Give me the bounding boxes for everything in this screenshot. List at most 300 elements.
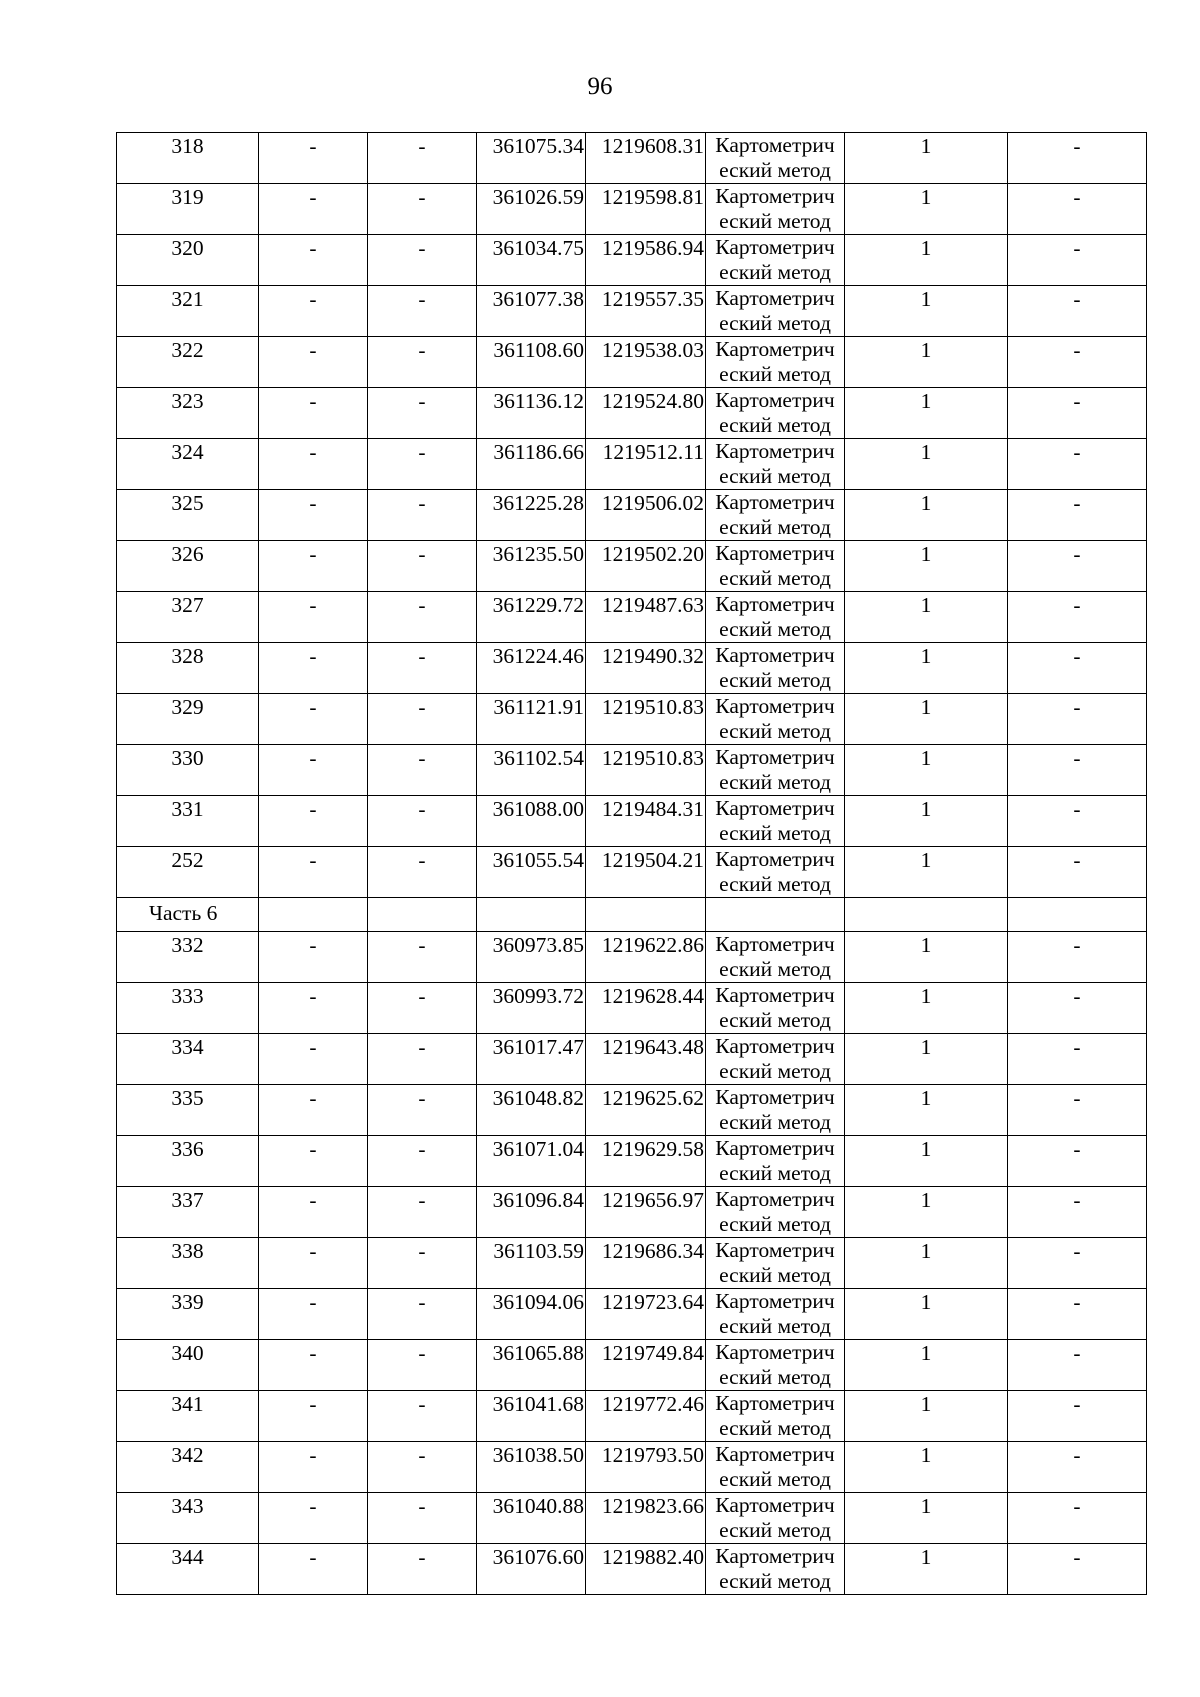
method-text-line1: Картометрич (715, 1544, 835, 1568)
method-text-line1: Картометрич (715, 1391, 835, 1415)
empty-value-cell: - (259, 1034, 368, 1085)
empty-value-cell: - (259, 643, 368, 694)
y-coordinate-cell: 1219628.44 (586, 983, 706, 1034)
empty-value-cell: - (368, 643, 477, 694)
x-coordinate-cell: 361077.38 (477, 286, 586, 337)
empty-value-cell: - (1008, 1085, 1147, 1136)
precision-cell: 1 (845, 1136, 1008, 1187)
x-coordinate-cell: 361136.12 (477, 388, 586, 439)
point-number-cell: 334 (117, 1034, 259, 1085)
point-number-cell: 340 (117, 1340, 259, 1391)
method-cell (706, 235, 845, 286)
point-number-cell: 321 (117, 286, 259, 337)
empty-value-cell: - (368, 796, 477, 847)
x-coordinate-cell: 361071.04 (477, 1136, 586, 1187)
table-row (117, 1340, 1147, 1391)
precision-cell: 1 (845, 745, 1008, 796)
table-row (117, 184, 1147, 235)
empty-value-cell: - (259, 1238, 368, 1289)
method-text-line1: Картометрич (715, 133, 835, 157)
empty-value-cell: - (368, 541, 477, 592)
empty-value-cell: - (368, 1544, 477, 1595)
table-row (117, 643, 1147, 694)
method-text-line1: Картометрич (715, 490, 835, 514)
method-text-line2: еский метод (719, 770, 831, 794)
precision-cell: 1 (845, 1544, 1008, 1595)
empty-value-cell: - (1008, 1289, 1147, 1340)
point-number-cell: 336 (117, 1136, 259, 1187)
method-text-line1: Картометрич (715, 796, 835, 820)
empty-value-cell: - (259, 1544, 368, 1595)
method-text-line2: еский метод (719, 1008, 831, 1032)
empty-value-cell: - (368, 745, 477, 796)
method-text-line1: Картометрич (715, 439, 835, 463)
y-coordinate-cell: 1219510.83 (586, 694, 706, 745)
empty-value-cell: - (259, 694, 368, 745)
precision-cell: 1 (845, 490, 1008, 541)
table-row (117, 1136, 1147, 1187)
point-number-cell: 252 (117, 847, 259, 898)
coordinates-table (116, 132, 1147, 1595)
method-text-line1: Картометрич (715, 694, 835, 718)
empty-value-cell: - (1008, 1187, 1147, 1238)
empty-value-cell: - (368, 133, 477, 184)
y-coordinate-cell: 1219487.63 (586, 592, 706, 643)
table-row (117, 388, 1147, 439)
point-number-cell: 344 (117, 1544, 259, 1595)
section-row (117, 898, 1147, 932)
method-text-line2: еский метод (719, 362, 831, 386)
method-text-line1: Картометрич (715, 1085, 835, 1109)
empty-value-cell: - (368, 388, 477, 439)
method-cell (706, 1034, 845, 1085)
x-coordinate-cell: 361017.47 (477, 1034, 586, 1085)
method-text-line2: еский метод (719, 1416, 831, 1440)
y-coordinate-cell: 1219823.66 (586, 1493, 706, 1544)
method-cell (706, 1340, 845, 1391)
table-row (117, 133, 1147, 184)
y-coordinate-cell: 1219723.64 (586, 1289, 706, 1340)
method-cell (706, 745, 845, 796)
empty-value-cell: - (368, 1442, 477, 1493)
method-cell (706, 1085, 845, 1136)
table-row (117, 1289, 1147, 1340)
method-cell (706, 133, 845, 184)
x-coordinate-cell: 361055.54 (477, 847, 586, 898)
precision-cell: 1 (845, 1085, 1008, 1136)
empty-value-cell: - (368, 694, 477, 745)
empty-value-cell: - (259, 1187, 368, 1238)
method-cell (706, 1136, 845, 1187)
empty-value-cell: - (1008, 1544, 1147, 1595)
method-text-line2: еский метод (719, 1263, 831, 1287)
method-text-line2: еский метод (719, 719, 831, 743)
empty-value-cell: - (1008, 847, 1147, 898)
method-text-line2: еский метод (719, 1467, 831, 1491)
empty-value-cell: - (1008, 983, 1147, 1034)
x-coordinate-cell: 361065.88 (477, 1340, 586, 1391)
x-coordinate-cell: 361186.66 (477, 439, 586, 490)
method-cell (706, 1544, 845, 1595)
precision-cell: 1 (845, 184, 1008, 235)
point-number-cell: 326 (117, 541, 259, 592)
method-cell (706, 592, 845, 643)
table-row (117, 235, 1147, 286)
method-cell (706, 1391, 845, 1442)
empty-value-cell: - (368, 1289, 477, 1340)
precision-cell: 1 (845, 1493, 1008, 1544)
empty-value-cell: - (368, 1187, 477, 1238)
empty-value-cell: - (1008, 1136, 1147, 1187)
y-coordinate-cell: 1219502.20 (586, 541, 706, 592)
empty-value-cell: - (259, 1289, 368, 1340)
empty-value-cell: - (1008, 235, 1147, 286)
precision-cell: 1 (845, 1340, 1008, 1391)
point-number-cell: 319 (117, 184, 259, 235)
y-coordinate-cell: 1219772.46 (586, 1391, 706, 1442)
method-cell (706, 286, 845, 337)
empty-value-cell: - (1008, 1493, 1147, 1544)
method-text-line1: Картометрич (715, 286, 835, 310)
method-text-line2: еский метод (719, 209, 831, 233)
empty-value-cell: - (1008, 932, 1147, 983)
y-coordinate-cell: 1219622.86 (586, 932, 706, 983)
method-text-line2: еский метод (719, 1212, 831, 1236)
point-number-cell: 325 (117, 490, 259, 541)
y-coordinate-cell: 1219557.35 (586, 286, 706, 337)
table-row (117, 1391, 1147, 1442)
method-cell (706, 643, 845, 694)
precision-cell: 1 (845, 388, 1008, 439)
precision-cell: 1 (845, 286, 1008, 337)
empty-value-cell: - (259, 745, 368, 796)
empty-value-cell: - (259, 184, 368, 235)
empty-value-cell: - (368, 337, 477, 388)
method-text-line2: еский метод (719, 957, 831, 981)
precision-cell: 1 (845, 235, 1008, 286)
point-number-cell: 337 (117, 1187, 259, 1238)
empty-cell (259, 898, 368, 932)
method-cell (706, 1238, 845, 1289)
y-coordinate-cell: 1219882.40 (586, 1544, 706, 1595)
table-body (117, 133, 1147, 1595)
method-cell (706, 388, 845, 439)
y-coordinate-cell: 1219506.02 (586, 490, 706, 541)
point-number-cell: 318 (117, 133, 259, 184)
method-text-line1: Картометрич (715, 1493, 835, 1517)
method-cell (706, 1493, 845, 1544)
x-coordinate-cell: 361235.50 (477, 541, 586, 592)
empty-value-cell: - (368, 1238, 477, 1289)
table-row (117, 439, 1147, 490)
precision-cell: 1 (845, 1034, 1008, 1085)
method-text-line2: еский метод (719, 617, 831, 641)
method-text-line1: Картометрич (715, 1187, 835, 1211)
point-number-cell: 341 (117, 1391, 259, 1442)
y-coordinate-cell: 1219538.03 (586, 337, 706, 388)
empty-value-cell: - (259, 1493, 368, 1544)
empty-value-cell: - (368, 184, 477, 235)
y-coordinate-cell: 1219524.80 (586, 388, 706, 439)
method-text-line2: еский метод (719, 1569, 831, 1593)
y-coordinate-cell: 1219656.97 (586, 1187, 706, 1238)
precision-cell: 1 (845, 694, 1008, 745)
y-coordinate-cell: 1219629.58 (586, 1136, 706, 1187)
method-text-line2: еский метод (719, 260, 831, 284)
table-row (117, 337, 1147, 388)
x-coordinate-cell: 361094.06 (477, 1289, 586, 1340)
empty-value-cell: - (1008, 184, 1147, 235)
empty-value-cell: - (259, 983, 368, 1034)
x-coordinate-cell: 360993.72 (477, 983, 586, 1034)
y-coordinate-cell: 1219512.11 (586, 439, 706, 490)
empty-value-cell: - (368, 439, 477, 490)
y-coordinate-cell: 1219625.62 (586, 1085, 706, 1136)
method-text-line1: Картометрич (715, 1340, 835, 1364)
method-text-line2: еский метод (719, 158, 831, 182)
y-coordinate-cell: 1219586.94 (586, 235, 706, 286)
empty-value-cell: - (368, 235, 477, 286)
method-cell (706, 1289, 845, 1340)
method-cell (706, 983, 845, 1034)
empty-value-cell: - (1008, 796, 1147, 847)
point-number-cell: 324 (117, 439, 259, 490)
empty-value-cell: - (1008, 1391, 1147, 1442)
method-cell (706, 1187, 845, 1238)
empty-value-cell: - (259, 1391, 368, 1442)
empty-value-cell: - (259, 932, 368, 983)
table-row (117, 592, 1147, 643)
method-cell (706, 184, 845, 235)
point-number-cell: 328 (117, 643, 259, 694)
table-row (117, 1238, 1147, 1289)
precision-cell: 1 (845, 643, 1008, 694)
empty-value-cell: - (1008, 1340, 1147, 1391)
method-text-line2: еский метод (719, 413, 831, 437)
empty-value-cell: - (259, 286, 368, 337)
x-coordinate-cell: 361103.59 (477, 1238, 586, 1289)
point-number-cell: 335 (117, 1085, 259, 1136)
method-text-line2: еский метод (719, 311, 831, 335)
x-coordinate-cell: 361048.82 (477, 1085, 586, 1136)
x-coordinate-cell: 361224.46 (477, 643, 586, 694)
y-coordinate-cell: 1219598.81 (586, 184, 706, 235)
precision-cell: 1 (845, 592, 1008, 643)
method-text-line2: еский метод (719, 872, 831, 896)
method-text-line2: еский метод (719, 515, 831, 539)
method-text-line1: Картометрич (715, 847, 835, 871)
precision-cell: 1 (845, 932, 1008, 983)
point-number-cell: 338 (117, 1238, 259, 1289)
y-coordinate-cell: 1219490.32 (586, 643, 706, 694)
point-number-cell: 339 (117, 1289, 259, 1340)
empty-value-cell: - (259, 1442, 368, 1493)
empty-value-cell: - (1008, 286, 1147, 337)
table-row (117, 541, 1147, 592)
method-cell (706, 541, 845, 592)
point-number-cell: 323 (117, 388, 259, 439)
empty-value-cell: - (1008, 1442, 1147, 1493)
table-row (117, 1085, 1147, 1136)
point-number-cell: 331 (117, 796, 259, 847)
empty-value-cell: - (259, 1340, 368, 1391)
precision-cell: 1 (845, 541, 1008, 592)
method-text-line1: Картометрич (715, 541, 835, 565)
method-text-line1: Картометрич (715, 337, 835, 361)
y-coordinate-cell: 1219643.48 (586, 1034, 706, 1085)
empty-cell (586, 898, 706, 932)
empty-value-cell: - (259, 337, 368, 388)
method-cell (706, 932, 845, 983)
x-coordinate-cell: 361096.84 (477, 1187, 586, 1238)
method-cell (706, 1442, 845, 1493)
x-coordinate-cell: 361108.60 (477, 337, 586, 388)
table-row (117, 286, 1147, 337)
x-coordinate-cell: 361026.59 (477, 184, 586, 235)
method-cell (706, 490, 845, 541)
x-coordinate-cell: 361121.91 (477, 694, 586, 745)
precision-cell: 1 (845, 1442, 1008, 1493)
x-coordinate-cell: 361102.54 (477, 745, 586, 796)
empty-value-cell: - (1008, 745, 1147, 796)
table-row (117, 1493, 1147, 1544)
method-text-line1: Картометрич (715, 1238, 835, 1262)
point-number-cell: 330 (117, 745, 259, 796)
method-text-line1: Картометрич (715, 745, 835, 769)
precision-cell: 1 (845, 439, 1008, 490)
table-row (117, 847, 1147, 898)
empty-cell (477, 898, 586, 932)
y-coordinate-cell: 1219608.31 (586, 133, 706, 184)
method-text-line1: Картометрич (715, 932, 835, 956)
method-text-line2: еский метод (719, 1161, 831, 1185)
table-row (117, 745, 1147, 796)
empty-cell (845, 898, 1008, 932)
method-cell (706, 694, 845, 745)
empty-value-cell: - (368, 490, 477, 541)
empty-value-cell: - (1008, 592, 1147, 643)
empty-value-cell: - (368, 1340, 477, 1391)
method-text-line1: Картометрич (715, 1136, 835, 1160)
method-cell (706, 847, 845, 898)
y-coordinate-cell: 1219504.21 (586, 847, 706, 898)
x-coordinate-cell: 361034.75 (477, 235, 586, 286)
empty-value-cell: - (368, 983, 477, 1034)
x-coordinate-cell: 361038.50 (477, 1442, 586, 1493)
x-coordinate-cell: 361040.88 (477, 1493, 586, 1544)
method-text-line2: еский метод (719, 821, 831, 845)
precision-cell: 1 (845, 1391, 1008, 1442)
empty-value-cell: - (259, 1085, 368, 1136)
empty-value-cell: - (1008, 439, 1147, 490)
table-row (117, 932, 1147, 983)
precision-cell: 1 (845, 983, 1008, 1034)
empty-value-cell: - (368, 1085, 477, 1136)
point-number-cell: 320 (117, 235, 259, 286)
table-row (117, 983, 1147, 1034)
empty-value-cell: - (368, 592, 477, 643)
x-coordinate-cell: 361088.00 (477, 796, 586, 847)
method-text-line2: еский метод (719, 668, 831, 692)
empty-value-cell: - (259, 1136, 368, 1187)
empty-value-cell: - (1008, 643, 1147, 694)
empty-cell (1008, 898, 1147, 932)
point-number-cell: 343 (117, 1493, 259, 1544)
table-row (117, 796, 1147, 847)
empty-value-cell: - (1008, 490, 1147, 541)
method-text-line2: еский метод (719, 464, 831, 488)
empty-value-cell: - (1008, 1034, 1147, 1085)
precision-cell: 1 (845, 847, 1008, 898)
method-text-line1: Картометрич (715, 388, 835, 412)
method-text-line1: Картометрич (715, 184, 835, 208)
point-number-cell: 322 (117, 337, 259, 388)
empty-value-cell: - (1008, 541, 1147, 592)
precision-cell: 1 (845, 1289, 1008, 1340)
method-text-line1: Картометрич (715, 1442, 835, 1466)
empty-value-cell: - (259, 235, 368, 286)
precision-cell: 1 (845, 796, 1008, 847)
empty-value-cell: - (1008, 133, 1147, 184)
empty-value-cell: - (368, 847, 477, 898)
precision-cell: 1 (845, 1238, 1008, 1289)
method-text-line1: Картометрич (715, 235, 835, 259)
method-text-line2: еский метод (719, 1059, 831, 1083)
precision-cell: 1 (845, 133, 1008, 184)
empty-value-cell: - (259, 133, 368, 184)
method-text-line1: Картометрич (715, 1289, 835, 1313)
method-text-line2: еский метод (719, 1110, 831, 1134)
table-row (117, 1442, 1147, 1493)
x-coordinate-cell: 361229.72 (477, 592, 586, 643)
method-text-line1: Картометрич (715, 983, 835, 1007)
empty-value-cell: - (368, 1493, 477, 1544)
page-number: 96 (587, 73, 613, 100)
table-row (117, 1187, 1147, 1238)
table-row (117, 490, 1147, 541)
empty-value-cell: - (368, 1034, 477, 1085)
point-number-cell: 332 (117, 932, 259, 983)
empty-cell (368, 898, 477, 932)
empty-value-cell: - (368, 932, 477, 983)
method-text-line2: еский метод (719, 1518, 831, 1542)
y-coordinate-cell: 1219793.50 (586, 1442, 706, 1493)
method-text-line1: Картометрич (715, 643, 835, 667)
method-cell (706, 796, 845, 847)
x-coordinate-cell: 361225.28 (477, 490, 586, 541)
precision-cell: 1 (845, 1187, 1008, 1238)
empty-value-cell: - (1008, 388, 1147, 439)
table-row (117, 694, 1147, 745)
precision-cell: 1 (845, 337, 1008, 388)
method-text-line2: еский метод (719, 566, 831, 590)
section-label: Часть 6 (117, 898, 259, 932)
x-coordinate-cell: 361041.68 (477, 1391, 586, 1442)
y-coordinate-cell: 1219749.84 (586, 1340, 706, 1391)
empty-value-cell: - (259, 388, 368, 439)
x-coordinate-cell: 361075.34 (477, 133, 586, 184)
method-text-line2: еский метод (719, 1365, 831, 1389)
method-cell (706, 439, 845, 490)
point-number-cell: 327 (117, 592, 259, 643)
method-text-line2: еский метод (719, 1314, 831, 1338)
point-number-cell: 329 (117, 694, 259, 745)
empty-value-cell: - (259, 796, 368, 847)
point-number-cell: 333 (117, 983, 259, 1034)
method-cell (706, 337, 845, 388)
empty-value-cell: - (1008, 1238, 1147, 1289)
empty-cell (706, 898, 845, 932)
